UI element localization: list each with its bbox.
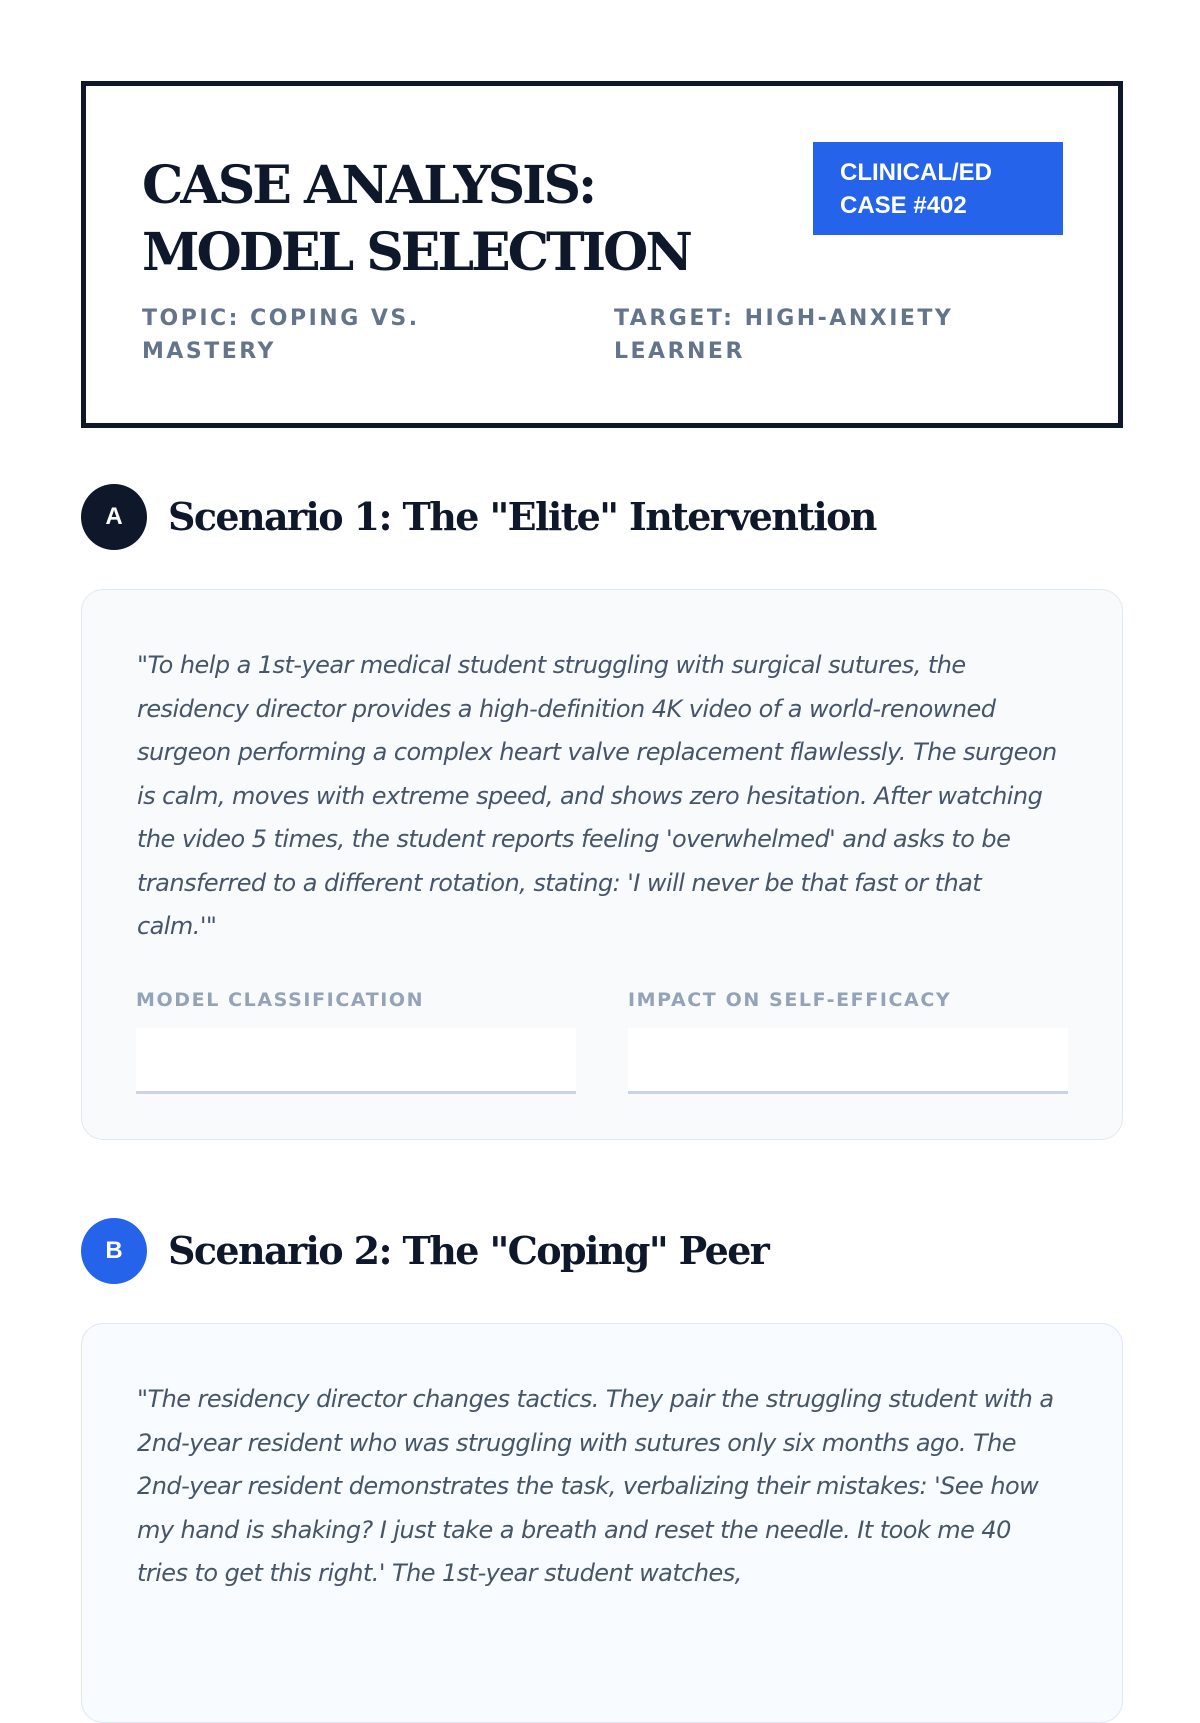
impact-self-efficacy-input[interactable]	[628, 1028, 1068, 1094]
scenario-a-quote: "To help a 1st-year medical student struggling with surgical sutures, the residency director provides a high-definition 4K video of a world-renowned surgeon performing a complex heart valve replacement flawlessly. The surgeon is calm, moves with extreme speed, and shows zero hesitation. After watching the video 5 times, the student reports feeling 'overwhelmed' and asks to be transferred to a different rotation, stating: 'I will never be that fast or that calm.'"	[137, 651, 1057, 940]
scenario-b-header	[81, 1218, 1123, 1284]
scenario-a-marker: A	[81, 484, 147, 550]
impact-self-efficacy-field	[628, 987, 1068, 1094]
page-title: CASE ANALYSIS: MODEL SELECTION	[142, 155, 690, 283]
scenario-b-marker: B	[81, 1218, 147, 1284]
scenario-a-header	[81, 484, 1123, 550]
case-badge: CLINICAL/ED CASE #402	[813, 142, 1063, 235]
scenario-b-title: Scenario 2: The "Coping" Peer	[168, 1228, 769, 1273]
worksheet-page	[81, 81, 1123, 1587]
scenario-b-quote: "The residency director changes tactics. They pair the struggling student with a 2nd-year resident who was struggling with sutures only six months ago. The 2nd-year resident demonstrates the task, verbalizing their mistakes: 'See how my hand is shaking? I just take a breath and reset the needle. It took me 40 tries to get this right.' The 1st-year student watches,	[137, 1385, 1054, 1587]
model-classification-field	[136, 987, 576, 1094]
scenario-a-fields	[137, 987, 1067, 1117]
model-classification-label: MODEL CLASSIFICATION	[136, 988, 425, 1011]
scenario-a-title: Scenario 1: The "Elite" Intervention	[168, 494, 876, 539]
scenario-b-card	[81, 1323, 1123, 1723]
target-label: TARGET: HIGH-ANXIETY LEARNER	[614, 306, 954, 364]
impact-self-efficacy-label: IMPACT ON SELF-EFFICACY	[628, 988, 952, 1011]
topic-label: TOPIC: COPING VS. MASTERY	[142, 306, 420, 364]
scenario-a-card	[81, 589, 1123, 1140]
case-header	[81, 81, 1123, 428]
model-classification-input[interactable]	[136, 1028, 576, 1094]
